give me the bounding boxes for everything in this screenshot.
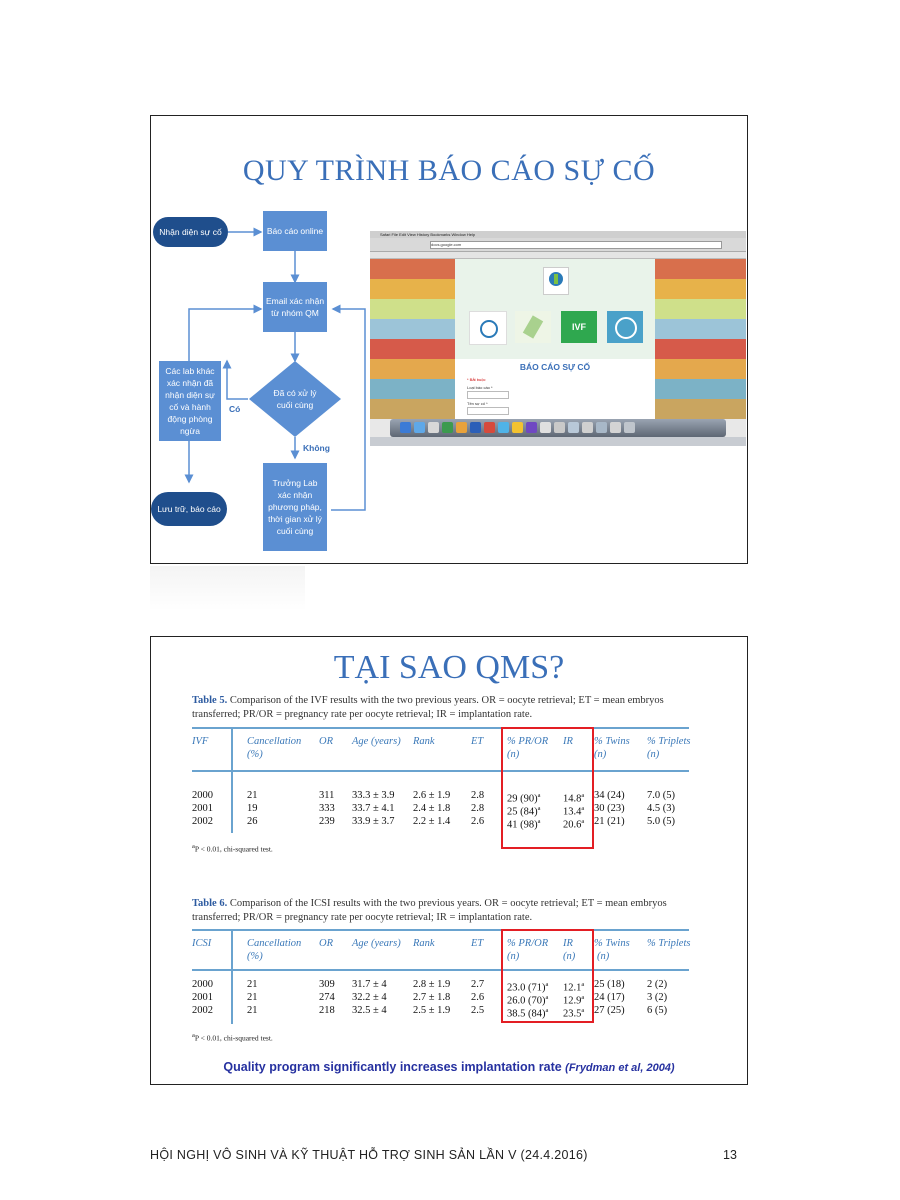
form-logo (543, 267, 569, 295)
required-note: * Bắt buộc (467, 377, 486, 382)
table5-caption-label: Table 5. (192, 695, 228, 706)
dock-icon[interactable] (526, 422, 537, 433)
t5-r2-ir-value: 20.6 (563, 819, 582, 831)
t6-r2-twins: 27 (25) (594, 1005, 625, 1016)
ivf-tile-label: IVF (571, 322, 586, 332)
t6-r0-rank: 2.8 ± 1.9 (413, 979, 451, 990)
sup-a: a (545, 981, 549, 988)
t5-r1-age: 33.7 ± 4.1 (352, 803, 395, 814)
t5-h-ir: IR (563, 736, 573, 747)
dock-icon[interactable] (512, 422, 523, 433)
logo-tile-2 (515, 311, 551, 343)
dock-icon[interactable] (456, 422, 467, 433)
t6-r0-cancel: 21 (247, 979, 258, 990)
t5-r0-triplets: 7.0 (5) (647, 790, 675, 801)
t6-r2-ir-value: 23.5 (563, 1008, 582, 1020)
t6-r0-et: 2.7 (471, 979, 485, 990)
other-labs-box: Các lab khác xác nhận đã nhận diện sự cố và hành động phòng ngừa (159, 361, 221, 441)
dock-icon[interactable] (568, 422, 579, 433)
table6-header-rule (192, 969, 689, 971)
dock-icon[interactable] (470, 422, 481, 433)
sup-a: a (192, 843, 195, 850)
dock-icon[interactable] (554, 422, 565, 433)
t6-h-icsi: ICSI (192, 938, 212, 949)
t6-r2-triplets: 6 (5) (647, 1005, 668, 1016)
table5-divider (231, 727, 233, 833)
table5-header-rule (192, 770, 689, 772)
table6-caption-text: Comparison of the ICSI results with the two previous years. OR = oocyte retrieval; ET = mean embryos transferred; PR/OR = pregnancy rate per oocyte retrieval; IR = implantation rate. (192, 898, 667, 923)
t5-r0-ir-value: 14.8 (563, 793, 582, 805)
sup-a: a (581, 981, 585, 988)
t5-r1-ir-value: 13.4 (563, 806, 582, 818)
t6-r0-age: 31.7 ± 4 (352, 979, 387, 990)
field-name-input[interactable] (467, 407, 509, 415)
t6-r1-ir-value: 12.9 (563, 995, 582, 1007)
quality-text: Quality program significantly increases implantation rate (223, 1060, 566, 1074)
t6-r1-triplets: 3 (2) (647, 992, 668, 1003)
dock-icon[interactable] (582, 422, 593, 433)
yes-label: Có (229, 404, 241, 414)
t6-h-triplets: % Triplets (647, 938, 691, 949)
t5-h-triplets: % Triplets (647, 736, 691, 747)
table5-caption (192, 694, 712, 722)
page-footer: HỘI NGHỊ VÔ SINH VÀ KỸ THUẬT HỖ TRỢ SINH SẢN LẦN V (24.4.2016) (150, 1148, 588, 1162)
table5-footnote-text: P < 0.01, chi-squared test. (194, 844, 273, 854)
decision-label: Đã có xử lý cuối cùng (273, 388, 317, 410)
t5-r1-cancel: 19 (247, 803, 258, 814)
slide-incident-process (150, 115, 748, 564)
t6-r2-cancel: 21 (247, 1005, 258, 1016)
t5-r2-cancel: 26 (247, 816, 258, 827)
sup-a: a (581, 792, 585, 799)
slide-title: TẠI SAO QMS? (333, 649, 565, 686)
browser-url-field: docs.google.com (430, 241, 722, 249)
field-label-type: Loại báo cáo * (467, 385, 493, 390)
field-type-input[interactable] (467, 391, 509, 399)
t6-h-ir-unit: (n) (563, 951, 576, 962)
t6-r0-ir-value: 12.1 (563, 982, 582, 994)
t5-h-age: Age (years) (352, 736, 401, 747)
t5-r0-pror-value: 29 (90) (507, 793, 538, 805)
t6-h-twins-unit: (n) (597, 951, 610, 962)
t6-r0-year: 2000 (192, 979, 213, 990)
t5-h-pror-unit: (n) (507, 749, 520, 760)
table5-top-rule (192, 727, 689, 729)
sup-a: a (581, 994, 585, 1001)
mac-dock (390, 419, 726, 437)
t6-r2-year: 2002 (192, 1005, 213, 1016)
t6-r2-et: 2.5 (471, 1005, 485, 1016)
highlight-box-table5 (501, 727, 594, 849)
t6-r2-or: 218 (319, 1005, 335, 1016)
browser-bottom (370, 437, 746, 446)
quality-citation: (Frydman et al, 2004) (565, 1062, 675, 1074)
t5-h-twins: % Twins (594, 736, 630, 747)
dock-icon[interactable] (596, 422, 607, 433)
t5-r1-pror-value: 25 (84) (507, 806, 538, 818)
logo-tile-4 (607, 311, 643, 343)
table6-footnote (192, 1032, 273, 1043)
t6-h-pror-unit: (n) (507, 951, 520, 962)
t5-r2-et: 2.6 (471, 816, 485, 827)
t5-r2-age: 33.9 ± 3.7 (352, 816, 395, 827)
t6-r2-age: 32.5 ± 4 (352, 1005, 387, 1016)
sup-a: a (192, 1032, 195, 1039)
sup-a: a (545, 1007, 549, 1014)
dock-icon[interactable] (400, 422, 411, 433)
report-online-box: Báo cáo online (263, 211, 327, 251)
logo-tile-1 (469, 311, 507, 345)
t5-r1-twins: 30 (23) (594, 803, 625, 814)
table5-caption-text: Comparison of the IVF results with the two previous years. OR = oocyte retrieval; ET = mean embryos transferred; PR/OR = pregnancy rate per oocyte retrieval; IR = implantation rate. (192, 695, 664, 720)
trash-icon[interactable] (624, 422, 635, 433)
table6-caption-label: Table 6. (192, 898, 228, 909)
t5-h-ivf: IVF (192, 736, 209, 747)
sup-a: a (537, 818, 541, 825)
t5-r0-year: 2000 (192, 790, 213, 801)
browser-bookmarks-bar (370, 252, 746, 259)
t6-r1-cancel: 21 (247, 992, 258, 1003)
start-node: Nhận diện sự cố (153, 217, 228, 247)
t6-r1-age: 32.2 ± 4 (352, 992, 387, 1003)
t6-r1-pror-value: 26.0 (70) (507, 995, 546, 1007)
dock-icon[interactable] (414, 422, 425, 433)
slide-title: QUY TRÌNH BÁO CÁO SỰ CỐ (242, 154, 656, 187)
t6-h-cancellation: Cancellation (247, 938, 302, 949)
dock-icon[interactable] (484, 422, 495, 433)
t6-r0-triplets: 2 (2) (647, 979, 668, 990)
form-title: BÁO CÁO SỰ CỐ (519, 362, 591, 372)
table5-footnote (192, 843, 273, 854)
t5-r0-et: 2.8 (471, 790, 485, 801)
t6-r1-or: 274 (319, 992, 335, 1003)
t5-h-triplets-unit: (n) (647, 749, 660, 760)
t6-h-rank: Rank (413, 938, 435, 949)
no-label: Không (303, 443, 330, 453)
t6-h-age: Age (years) (352, 938, 401, 949)
t5-h-et: ET (471, 736, 484, 747)
t6-r2-pror-value: 38.5 (84) (507, 1008, 546, 1020)
t6-r2-rank: 2.5 ± 1.9 (413, 1005, 451, 1016)
sup-a: a (537, 805, 541, 812)
highlight-box-table6 (501, 929, 594, 1023)
t5-r1-year: 2001 (192, 803, 213, 814)
t5-r0-rank: 2.6 ± 1.9 (413, 790, 451, 801)
t5-r0-or: 311 (319, 790, 335, 801)
t6-h-or: OR (319, 938, 333, 949)
t6-r1-rank: 2.7 ± 1.8 (413, 992, 451, 1003)
t5-r0-cancel: 21 (247, 790, 258, 801)
t5-r2-pror-value: 41 (98) (507, 819, 538, 831)
dock-icon[interactable] (610, 422, 621, 433)
t6-h-pror: % PR/OR (507, 938, 549, 949)
browser-screenshot (370, 231, 746, 446)
table6-caption (192, 897, 712, 925)
page-number: 13 (723, 1148, 737, 1162)
sup-a: a (581, 818, 585, 825)
t6-h-twins: % Twins (594, 938, 630, 949)
t5-h-twins-unit: (n) (594, 749, 607, 760)
sup-a: a (581, 1007, 585, 1014)
t5-r1-triplets: 4.5 (3) (647, 803, 675, 814)
t5-h-cancellation-unit: (%) (247, 749, 263, 760)
slide-why-qms (150, 636, 748, 1085)
quality-statement (151, 1060, 747, 1074)
dock-icon[interactable] (540, 422, 551, 433)
browser-toolbar (370, 238, 746, 252)
t6-r0-or: 309 (319, 979, 335, 990)
table6-top-rule (192, 929, 689, 931)
t6-r1-et: 2.6 (471, 992, 485, 1003)
field-label-name: Tên sự cố * (467, 401, 488, 406)
t5-h-pror: % PR/OR (507, 736, 549, 747)
t5-r0-age: 33.3 ± 3.9 (352, 790, 395, 801)
t5-h-cancellation: Cancellation (247, 736, 302, 747)
dock-icon[interactable] (498, 422, 509, 433)
sup-a: a (581, 805, 585, 812)
table6-divider (231, 929, 233, 1024)
t5-r2-or: 239 (319, 816, 335, 827)
table6-footnote-text: P < 0.01, chi-squared test. (194, 1033, 273, 1043)
browser-menubar: Safari File Edit View History Bookmarks Window Help (370, 231, 746, 238)
t5-h-rank: Rank (413, 736, 435, 747)
t5-r1-rank: 2.4 ± 1.8 (413, 803, 451, 814)
t5-r0-twins: 34 (24) (594, 790, 625, 801)
t5-r2-triplets: 5.0 (5) (647, 816, 675, 827)
dock-icon[interactable] (442, 422, 453, 433)
t5-r1-et: 2.8 (471, 803, 485, 814)
t6-r0-pror-value: 23.0 (71) (507, 982, 546, 994)
sup-a: a (545, 994, 549, 1001)
email-confirm-box: Email xác nhận từ nhóm QM (263, 282, 327, 332)
lab-head-box: Trưởng Lab xác nhận phương pháp, thời gian xử lý cuối cùng (263, 463, 327, 551)
t5-h-or: OR (319, 736, 333, 747)
t5-r2-twins: 21 (21) (594, 816, 625, 827)
t6-r0-twins: 25 (18) (594, 979, 625, 990)
browser-content (370, 259, 746, 419)
t6-h-ir: IR (563, 938, 573, 949)
archive-node: Lưu trữ, báo cáo (151, 492, 227, 526)
sup-a: a (537, 792, 541, 799)
t6-h-cancellation-unit: (%) (247, 951, 263, 962)
dock-icon[interactable] (428, 422, 439, 433)
slide-shadow (150, 566, 305, 611)
t5-r2-rank: 2.2 ± 1.4 (413, 816, 451, 827)
t5-r1-or: 333 (319, 803, 335, 814)
t6-r1-twins: 24 (17) (594, 992, 625, 1003)
t6-r1-year: 2001 (192, 992, 213, 1003)
t6-h-et: ET (471, 938, 484, 949)
form-panel (455, 259, 655, 419)
t5-r2-year: 2002 (192, 816, 213, 827)
logo-tile-ivf (561, 311, 597, 343)
